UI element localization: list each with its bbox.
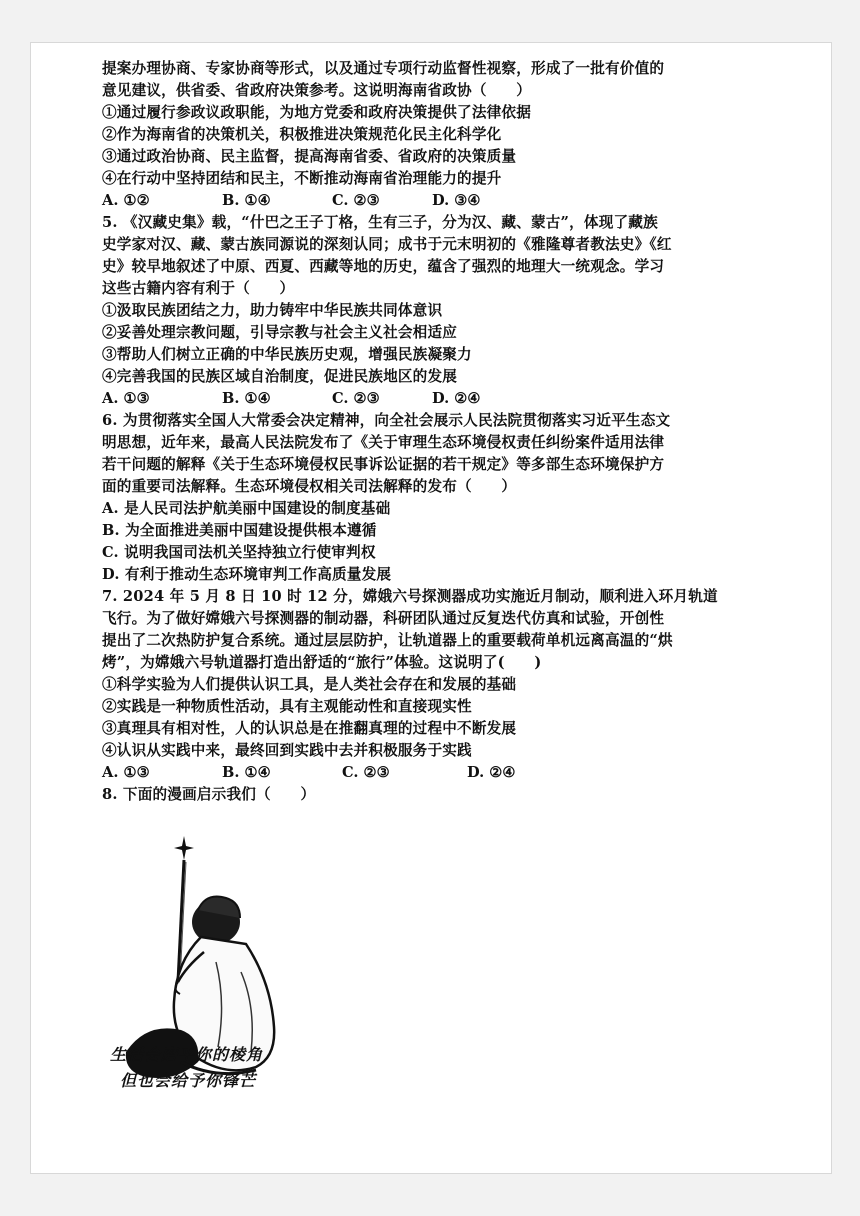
q4-option-b: B. ①④ — [222, 192, 271, 209]
q7-option-a: A. ①③ — [102, 764, 150, 781]
q5-options — [102, 388, 792, 410]
q4-item: ①通过履行参政议政职能，为地方党委和政府决策提供了法律依据 — [102, 104, 532, 121]
q4-item: ④在行动中坚持团结和民主，不断推动海南省治理能力的提升 — [102, 170, 502, 187]
q6-option-b: B. 为全面推进美丽中国建设提供根本遵循 — [102, 522, 377, 539]
q6-stem-line: 明思想，近年来，最高人民法院发布了《关于审理生态环境侵权责任纠纷案件适用法律 — [102, 434, 665, 451]
q4-option-a: A. ①② — [102, 192, 150, 209]
q4-option-d: D. ③④ — [432, 192, 481, 209]
q5-item: ①汲取民族团结之力，助力铸牢中华民族共同体意识 — [102, 302, 443, 319]
q4-stem-line: 意见建议，供省委、省政府决策参考。这说明海南省政协（ ） — [102, 82, 532, 99]
q7-stem-line: 飞行。为了做好嫦娥六号探测器的制动器，科研团队通过反复迭代仿真和试验，开创性 — [102, 610, 665, 627]
q7-option-c: C. ②③ — [342, 764, 390, 781]
q7-stem-line: 烤”，为嫦娥六号轨道器打造出舒适的“旅行”体验。这说明了( ) — [102, 654, 542, 671]
q6-option-d: D. 有利于推动生态环境审判工作高质量发展 — [102, 566, 392, 583]
exam-content — [102, 58, 792, 806]
q5-item: ④完善我国的民族区域自治制度，促进民族地区的发展 — [102, 368, 458, 385]
q7-item: ②实践是一种物质性活动，具有主观能动性和直接现实性 — [102, 698, 472, 715]
q7-item: ④认识从实践中来，最终回到实践中去并积极服务于实践 — [102, 742, 472, 759]
cartoon-caption-line-2: 但也会给予你锋芒 — [120, 1071, 257, 1090]
q4-stem-line: 提案办理协商、专家协商等形式，以及通过专项行动监督性视察，形成了一批有价值的 — [102, 60, 665, 77]
q5-stem-line: 5. 《汉藏史集》载，“什巴之王子丁格，生有三子，分为汉、藏、蒙古”，体现了藏族 — [102, 214, 658, 231]
q8-stem: 8. 下面的漫画启示我们（ ） — [102, 786, 316, 803]
q4-option-c: C. ②③ — [332, 192, 380, 209]
cartoon-caption-line-1: 生活会磨平你的棱角 — [110, 1045, 264, 1064]
sparkle-icon — [174, 836, 194, 860]
q4-item: ③通过政治协商、民主监督，提高海南省委、省政府的决策质量 — [102, 148, 517, 165]
q7-stem-line: 提出了二次热防护复合系统。通过层层防护，让轨道器上的重要载荷单机远离高温的“烘 — [102, 632, 673, 649]
q5-stem-line: 史》较早地叙述了中原、西夏、西藏等地的历史，蕴含了强烈的地理大一统观念。学习 — [102, 258, 665, 275]
q5-stem-line: 史学家对汉、藏、蒙古族同源说的深刻认同；成书于元末明初的《雅隆尊者教法史》《红 — [102, 236, 672, 253]
q5-item: ③帮助人们树立正确的中华民族历史观，增强民族凝聚力 — [102, 346, 472, 363]
q6-stem-line: 面的重要司法解释。生态环境侵权相关司法解释的发布（ ） — [102, 478, 517, 495]
q7-stem-line: 7. 2024 年 5 月 8 日 10 时 12 分，嫦娥六号探测器成功实施近月制动，顺利进入环月轨道 — [102, 588, 718, 605]
q7-item: ③真理具有相对性，人的认识总是在推翻真理的过程中不断发展 — [102, 720, 517, 737]
q7-options — [102, 762, 792, 784]
q6-stem-line: 6. 为贯彻落实全国人大常委会决定精神，向全社会展示人民法院贯彻落实习近平生态文 — [102, 412, 671, 429]
q6-option-a: A. 是人民司法护航美丽中国建设的制度基础 — [102, 500, 391, 517]
q5-option-b: B. ①④ — [222, 390, 271, 407]
q5-option-c: C. ②③ — [332, 390, 380, 407]
q4-item: ②作为海南省的决策机关，积极推进决策规范化民主化科学化 — [102, 126, 502, 143]
q7-option-b: B. ①④ — [222, 764, 271, 781]
q5-item: ②妥善处理宗教问题，引导宗教与社会主义社会相适应 — [102, 324, 458, 341]
q4-options — [102, 190, 792, 212]
q7-option-d: D. ②④ — [467, 764, 516, 781]
q5-option-a: A. ①③ — [102, 390, 150, 407]
q7-item: ①科学实验为人们提供认识工具，是人类社会存在和发展的基础 — [102, 676, 517, 693]
q6-option-c: C. 说明我国司法机关坚持独立行使审判权 — [102, 544, 376, 561]
q6-stem-line: 若干问题的解释《关于生态环境侵权民事诉讼证据的若干规定》等多部生态环境保护方 — [102, 456, 665, 473]
q5-option-d: D. ②④ — [432, 390, 481, 407]
q5-stem-line: 这些古籍内容有利于（ ） — [102, 280, 295, 297]
